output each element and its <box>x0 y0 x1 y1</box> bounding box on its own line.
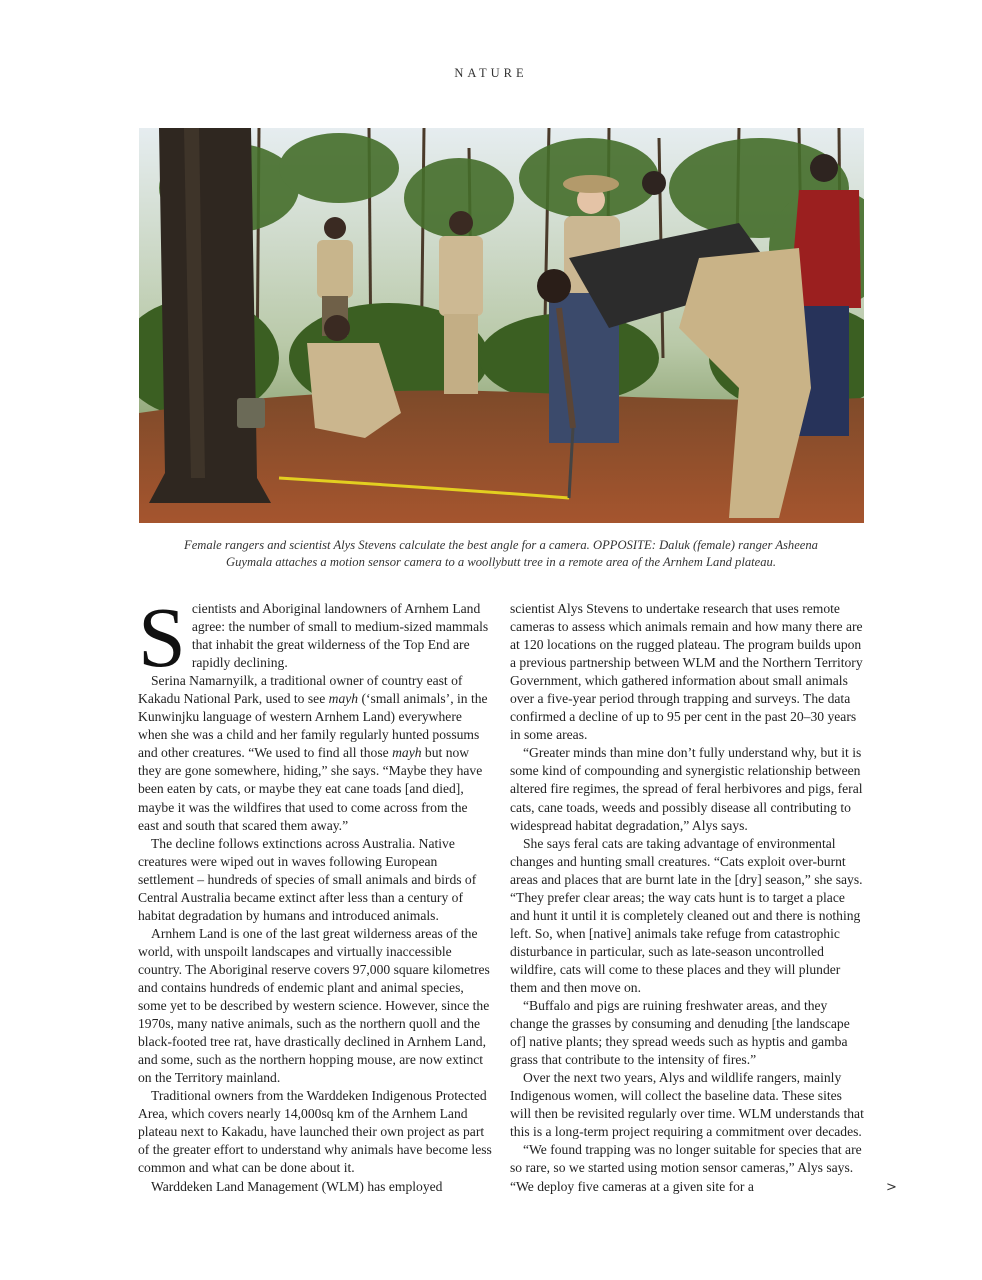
paragraph: Scientists and Aboriginal landowners of Arnhem Land agree: the number of small to medium-sized mammals that inhabit the great wilderness of the Top End are rapidly declining. <box>138 589 489 685</box>
paragraph: Over the next two years, Alys and wildlife rangers, mainly Indigenous women, will collect the baseline data. These sites will then be revisited regularly over time. WLM understands that this is a long-term project requiring a commitment over decades. <box>510 1070 864 1140</box>
photo-caption: Female rangers and scientist Alys Stevens calculate the best angle for a camera. OPPOSITE: Daluk (female) ranger Asheena Guymala attaches a motion sensor camera to a woollybutt tree in a remote area of the Arnhem Land plateau. <box>184 538 818 569</box>
paragraph: Serina Namarnyilk, a traditional owner of country east of Kakadu National Park, used to see mayh (‘small animals’, in the Kunwinjku language of western Arnhem Land) everywhere when she was a child and her family regularly hunted possums and other creatures. “We used to find all those mayh but now they are gone somewhere, hiding,” she says. “Maybe they have been eaten by cats, or maybe they eat cane toads [and died], maybe it was the wildfires that used to come across from the east and south that scared them away.” <box>138 673 488 833</box>
paragraph: The decline follows extinctions across Australia. Native creatures were wiped out in waves following European settlement – hundreds of species of small animals and birds of Central Australia became extinct after less than a century of habitat degradation by humans and introduced animals. <box>138 835 477 923</box>
article-column-left <box>138 589 492 1196</box>
paragraph: “We found trapping was no longer suitable for species that are so rare, so we started using motion sensor cameras,” Alys says. “We deploy five cameras at a given site for a <box>510 1142 862 1194</box>
paragraph: Traditional owners from the Warddeken Indigenous Protected Area, which covers nearly 14,000sq km of the Arnhem Land plateau next to Kakadu, have launched their own project as part of the greater effort to understand why animals have become less common and what can be done about it. <box>138 1088 492 1176</box>
ranger-photo <box>139 128 864 523</box>
paragraph: “Buffalo and pigs are ruining freshwater areas, and they change the grasses by consuming and denuding [the landscape of] native plants; they spread weeds such as hyptis and gamba grass that contribute to the intensity of fires.” <box>510 998 850 1068</box>
section-label: NATURE <box>454 66 528 80</box>
next-page-arrow-icon[interactable]: > <box>886 1180 897 1195</box>
drop-cap: S <box>138 589 186 685</box>
article-column-right <box>510 600 864 1196</box>
motion-camera <box>237 398 265 428</box>
paragraph: “Greater minds than mine don’t fully understand why, but it is some kind of compounding and synergistic relationship between altered fire regimes, the spread of feral herbivores and pigs, feral cats, cane toads, weeds and possibly disease all contributing to widespread habitat degradation,” Alys says. <box>510 745 863 833</box>
paragraph: She says feral cats are taking advantage of environmental changes and hunting small creatures. “Cats exploit over-burnt areas and places that are burnt late in the [dry] season,” she says. “They prefer clear areas; the way cats hunt is to target a place and hunt it until it is completely cleaned out and there is nothing left. So, when [native] animals take refuge from catastrophic disturbance in particular, such as late-season uncontrolled wildfire, cats will come to these places and they will plunder them and then move on. <box>510 835 863 995</box>
paragraph: Warddeken Land Management (WLM) has employed <box>151 1178 443 1194</box>
paragraph: Arnhem Land is one of the last great wilderness areas of the world, with unspoilt landscapes and virtually inaccessible country. The Aboriginal reserve covers 97,000 square kilometres and contains hundreds of endemic plant and animal species, some yet to be described by western science. However, since the 1970s, many native animals, such as the northern quoll and the black-footed tree rat, have drastically declined in Arnhem Land, and some, such as the northern hopping mouse, are now extinct on the Territory mainland. <box>138 925 490 1086</box>
paragraph: scientist Alys Stevens to undertake research that uses remote cameras to assess which animals remain and how many there are at 120 locations on the rugged plateau. The program builds upon a previous partnership between WLM and the Northern Territory Government, which gathered information about small animals over a five-year period through trapping and surveys. The data confirmed a decline of up to 95 per cent in the past 20–30 years in some areas. <box>510 601 863 743</box>
